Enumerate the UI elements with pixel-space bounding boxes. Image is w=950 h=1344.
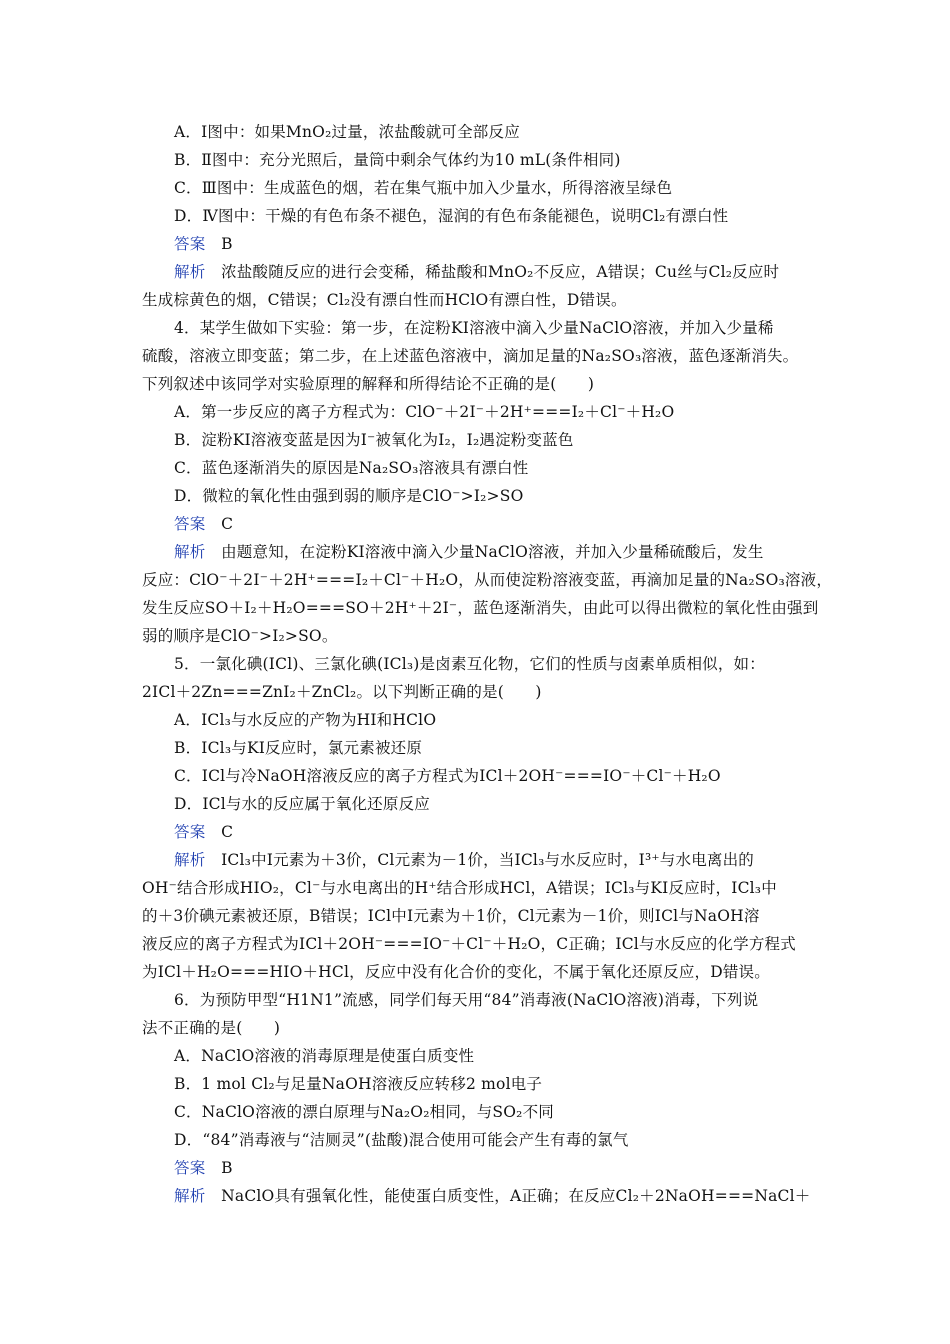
q4-stem-line: 4．某学生做如下实验：第一步，在淀粉KI溶液中滴入少量NaClO溶液，并加入少量稀 [174,319,774,337]
q6-option-b: B．1 mol Cl₂与足量NaOH溶液反应转移2 mol电子 [174,1075,543,1093]
q3-analysis-line [174,262,779,282]
q5-stem-line: 5．一氯化碘(ICl)、三氯化碘(ICl₃)是卤素互化物，它们的性质与卤素单质相似，如： [174,655,765,673]
answer-value: B [221,235,233,253]
answer-label: 答案 [174,823,206,841]
answer-value: C [221,515,234,533]
q5-option-a: A．ICl₃与水反应的产物为HI和HClO [174,711,437,729]
analysis-label: 解析 [174,263,206,281]
q3-answer [174,234,233,254]
q4-option-b: B．淀粉KI溶液变蓝是因为I⁻被氧化为I₂，I₂遇淀粉变蓝色 [174,431,574,449]
q3-option-d: D．Ⅳ图中：干燥的有色布条不褪色，湿润的有色布条能褪色，说明Cl₂有漂白性 [174,207,729,225]
answer-value: C [221,823,234,841]
q6-option-c: C．NaClO溶液的漂白原理与Na₂O₂相同，与SO₂不同 [174,1103,554,1121]
q3-option-a: A．Ⅰ图中：如果MnO₂过量，浓盐酸就可全部反应 [174,123,520,141]
answer-label: 答案 [174,235,206,253]
analysis-label: 解析 [174,1187,206,1205]
analysis-label: 解析 [174,851,206,869]
q6-analysis-line [174,1186,810,1206]
q6-stem-line: 6．为预防甲型“H1N1”流感，同学们每天用“84”消毒液(NaClO溶液)消毒，下列说 [174,991,759,1009]
analysis-text: NaClO具有强氧化性，能使蛋白质变性，A正确；在反应Cl₂＋2NaOH===NaCl＋ [221,1187,811,1205]
q4-analysis-line: 弱的顺序是ClO⁻>I₂>SO。 [142,627,338,645]
q5-analysis-line: 为ICl＋H₂O===HIO＋HCl，反应中没有化合价的变化，不属于氧化还原反应，D错误。 [142,963,770,981]
q3-analysis-line: 生成棕黄色的烟，C错误；Cl₂没有漂白性而HClO有漂白性，D错误。 [142,291,627,309]
analysis-text: 浓盐酸随反应的进行会变稀，稀盐酸和MnO₂不反应，A错误；Cu丝与Cl₂反应时 [221,263,780,281]
analysis-text: 由题意知，在淀粉KI溶液中滴入少量NaClO溶液，并加入少量稀硫酸后，发生 [221,543,764,561]
q5-stem-line: 2ICl＋2Zn===ZnI₂＋ZnCl₂。以下判断正确的是( ) [142,683,542,701]
q5-analysis-line: 液反应的离子方程式为ICl＋2OH⁻===IO⁻＋Cl⁻＋H₂O，C正确；ICl与水反应的化学方程式 [142,935,796,953]
q3-option-c: C．Ⅲ图中：生成蓝色的烟，若在集气瓶中加入少量水，所得溶液呈绿色 [174,179,673,197]
q5-analysis-line [174,850,754,870]
analysis-label: 解析 [174,543,206,561]
q4-answer [174,514,233,534]
q5-analysis-line: 的＋3价碘元素被还原，B错误；ICl中I元素为＋1价，Cl元素为－1价，则ICl与NaOH溶 [142,907,760,925]
analysis-text: ICl₃中I元素为＋3价，Cl元素为－1价，当ICl₃与水反应时，I³⁺与水电离出的 [221,851,754,869]
q6-answer [174,1158,233,1178]
q4-analysis-line: 发生反应SO＋I₂＋H₂O===SO＋2H⁺＋2I⁻，蓝色逐渐消失，由此可以得出微粒的氧化性由强到 [142,599,819,617]
answer-label: 答案 [174,1159,206,1177]
q4-analysis-line [174,542,764,562]
q6-option-a: A．NaClO溶液的消毒原理是使蛋白质变性 [174,1047,475,1065]
q5-answer [174,822,233,842]
q6-stem-line: 法不正确的是( ) [142,1019,281,1037]
q3-option-b: B．Ⅱ图中：充分光照后，量筒中剩余气体约为10 mL(条件相同) [174,151,621,169]
q5-option-d: D．ICl与水的反应属于氧化还原反应 [174,795,430,813]
q5-option-b: B．ICl₃与KI反应时，氯元素被还原 [174,739,423,757]
q5-option-c: C．ICl与冷NaOH溶液反应的离子方程式为ICl＋2OH⁻===IO⁻＋Cl⁻＋H₂O [174,767,721,785]
answer-label: 答案 [174,515,206,533]
q6-option-d: D．“84”消毒液与“洁厕灵”(盐酸)混合使用可能会产生有毒的氯气 [174,1131,629,1149]
q4-stem-line: 硫酸，溶液立即变蓝；第二步，在上述蓝色溶液中，滴加足量的Na₂SO₃溶液，蓝色逐渐消失。 [142,347,799,365]
q4-option-d: D．微粒的氧化性由强到弱的顺序是ClO⁻>I₂>SO [174,487,524,505]
q4-stem-line: 下列叙述中该同学对实验原理的解释和所得结论不正确的是( ) [142,375,595,393]
q4-option-a: A．第一步反应的离子方程式为：ClO⁻＋2I⁻＋2H⁺===I₂＋Cl⁻＋H₂O [174,403,675,421]
q5-analysis-line: OH⁻结合形成HIO₂，Cl⁻与水电离出的H⁺结合形成HCl，A错误；ICl₃与KI反应时，ICl₃中 [142,879,777,897]
q4-analysis-line: 反应：ClO⁻＋2I⁻＋2H⁺===I₂＋Cl⁻＋H₂O，从而使淀粉溶液变蓝，再滴加足量的Na₂SO₃溶液， [142,571,833,589]
answer-value: B [221,1159,233,1177]
q4-option-c: C．蓝色逐渐消失的原因是Na₂SO₃溶液具有漂白性 [174,459,529,477]
